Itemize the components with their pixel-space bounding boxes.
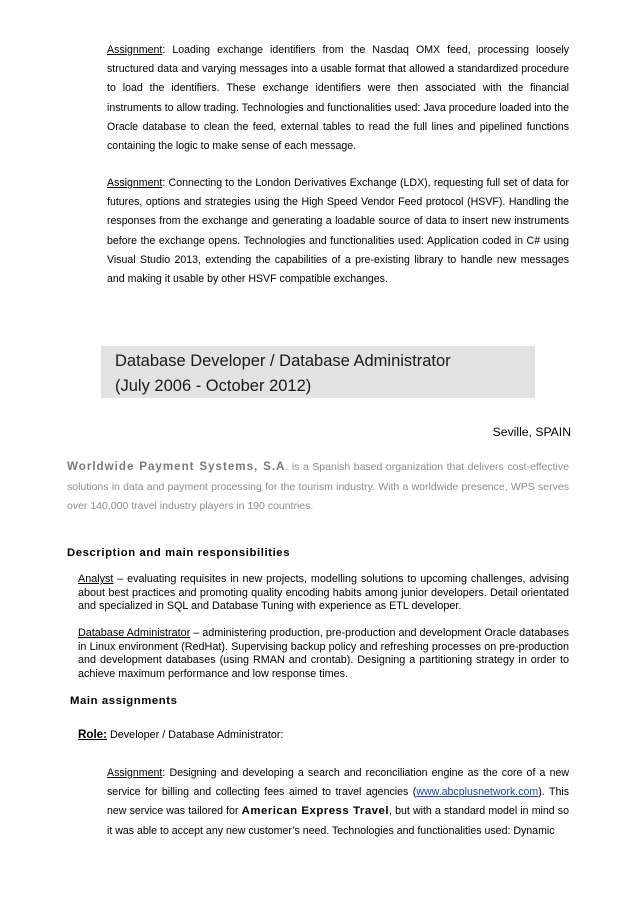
main-assignments-heading: Main assignments — [70, 695, 178, 707]
assignment-text: : Designing and developing a search and reconciliation engine as the core of a new service for billing and collecting fees aimed to travel agencies ( — [107, 767, 569, 799]
assignment-label: Assignment — [107, 177, 163, 189]
analyst-paragraph — [78, 573, 569, 614]
job-location: Seville, SPAIN — [492, 425, 571, 439]
assignment-text: ). This new service was tailored for — [107, 786, 569, 818]
assignment-paragraph-1 — [107, 41, 569, 156]
job-period: (July 2006 - October 2012) — [115, 377, 312, 395]
assignment-label: Assignment — [107, 767, 163, 779]
job-title: Database Developer / Database Administrator — [115, 352, 451, 370]
analyst-label: Analyst — [78, 573, 114, 585]
analyst-text: – evaluating requisites in new projects, modelling solutions to upcoming challenges, advising about best practices and promoting quality encoding habits among junior developers. Detail orientated and specialized in SQL and Database Tuning with experience as ETL developer. — [78, 573, 569, 612]
role-label: Role: — [78, 728, 107, 741]
company-name: Worldwide Payment Systems, S.A — [67, 460, 286, 473]
abcplus-link[interactable]: www.abcplusnetwork.com — [416, 786, 539, 799]
dba-text: – administering production, pre-production and development Oracle databases in Linux environment (RedHat). Supervising backup policy and refreshing processes on pre-production and development databases (using RMAN and crontab). Designing a partitioning strategy in order to achieve maximum performance and low response times. — [78, 627, 569, 680]
assignment-paragraph-2 — [107, 174, 569, 289]
role-line — [78, 728, 283, 741]
company-text: . is a Spanish based organization that delivers cost-effective solutions in data and payment processing for the tourism industry. With a worldwide presence, WPS serves over 140,000 travel industry players in 190 countries. — [67, 461, 569, 512]
job-title-box — [101, 346, 535, 398]
assignment-text: , but with a standard model in mind so it was able to accept any new customer’s need. Technologies and functionalities used: Dynamic — [107, 805, 569, 837]
role-value: Developer / Database Administrator: — [106, 729, 284, 741]
company-description — [67, 457, 569, 517]
responsibilities-heading: Description and main responsibilities — [67, 547, 291, 559]
dba-label: Database Administrator — [78, 627, 191, 639]
client-name: American Express Travel — [241, 805, 390, 818]
dba-paragraph — [78, 627, 569, 681]
assignment-text: : Loading exchange identifiers from the Nasdaq OMX feed, processing loosely structured data and varying messages into a usable format that allowed a standardized procedure to load the identifiers. These exchange identifiers were then associated with the financial instruments to allow trading. Technologies and functionalities used: Java procedure loaded into the Oracle database to clean the feed, external tables to read the full lines and pipelined functions containing the logic to make sense of each message. — [107, 44, 569, 153]
assignment-paragraph-3 — [107, 764, 569, 841]
assignment-text: : Connecting to the London Derivatives Exchange (LDX), requesting full set of data for futures, options and strategies using the High Speed Vendor Feed protocol (HSVF). Handling the responses from the exchange and generating a loadable source of data to insert new instruments before the exchange opens. Technologies and functionalities used: Application coded in C# using Visual Studio 2013, extending the capabilities of a pre-existing library to handle new messages and making it usable by other HSVF compatible exchanges. — [107, 177, 569, 286]
assignment-label: Assignment — [107, 44, 163, 56]
